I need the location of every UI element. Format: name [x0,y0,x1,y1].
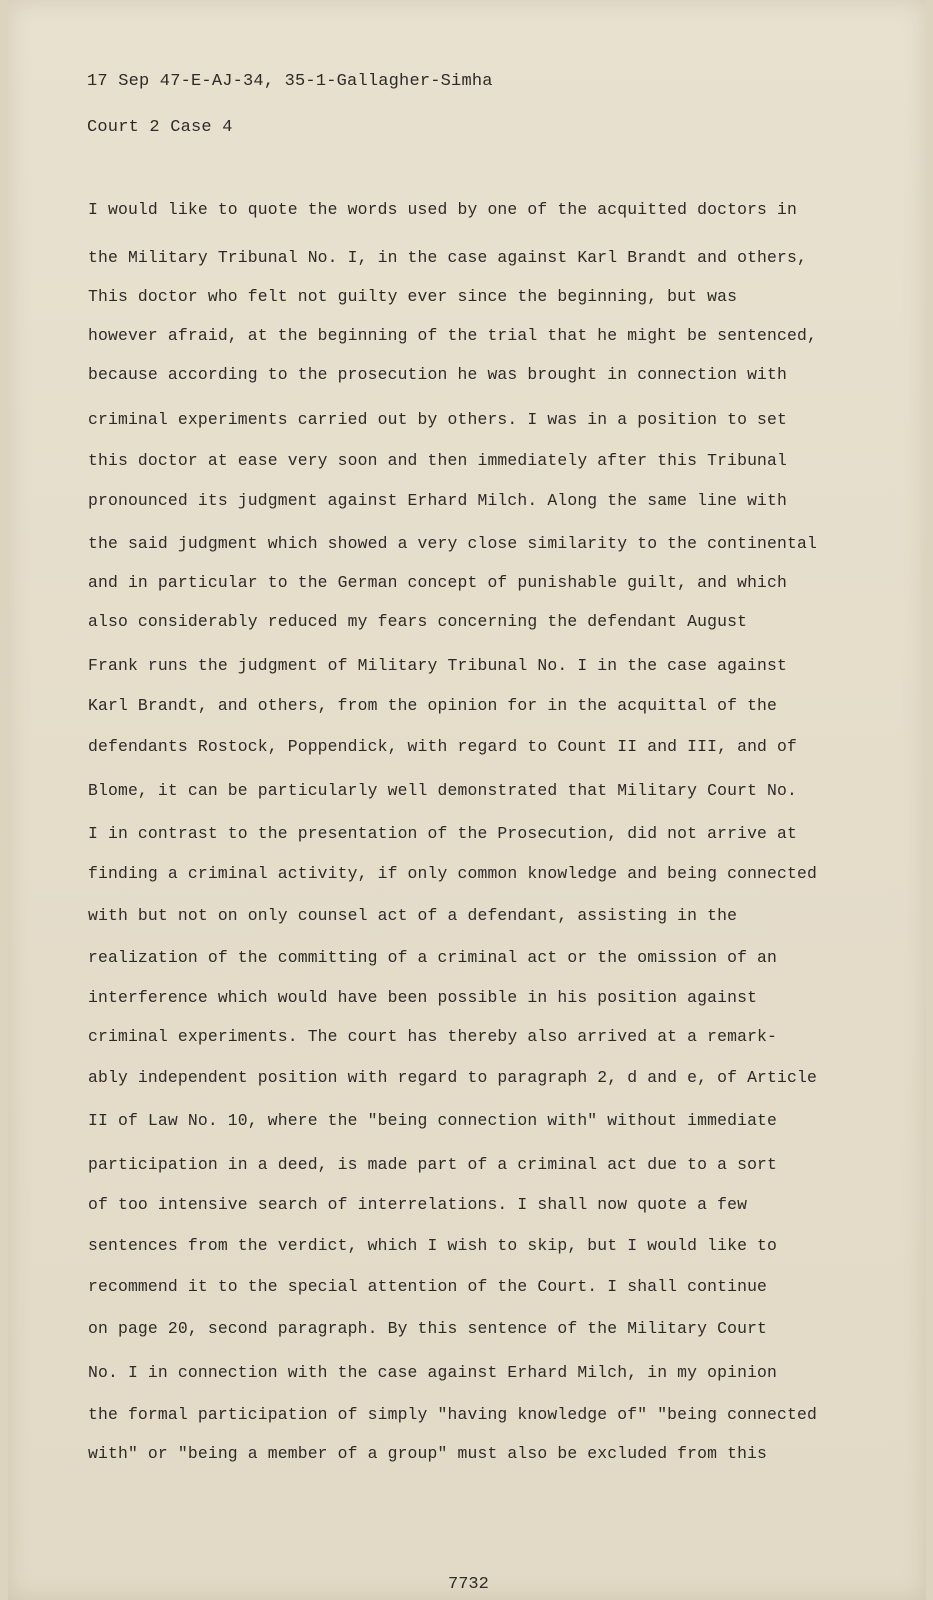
document-page [8,0,926,1600]
text-line: Blome, it can be particularly well demonstrated that Military Court No. [88,781,798,800]
text-line: this doctor at ease very soon and then immediately after this Tribunal [88,451,788,470]
text-line: finding a criminal activity, if only common knowledge and being connected [88,864,817,883]
text-line: however afraid, at the beginning of the trial that he might be sentenced, [88,326,817,345]
text-line: participation in a deed, is made part of a criminal act due to a sort [88,1155,778,1174]
text-line: ably independent position with regard to paragraph 2, d and e, of Article [88,1068,817,1087]
text-line: No. I in connection with the case against Erhard Milch, in my opinion [88,1363,778,1382]
text-line: defendants Rostock, Poppendick, with regard to Count II and III, and of [88,737,798,756]
text-line: sentences from the verdict, which I wish to skip, but I would like to [88,1236,778,1255]
text-line: also considerably reduced my fears concerning the defendant August [88,612,748,631]
page-number: 7732 [448,1575,489,1594]
text-line: and in particular to the German concept of punishable guilt, and which [88,573,788,592]
court-case-label: Court 2 Case 4 [87,118,233,137]
text-line: recommend it to the special attention of the Court. I shall continue [88,1277,768,1296]
text-line: the said judgment which showed a very close similarity to the continental [88,534,817,553]
text-line: because according to the prosecution he was brought in connection with [88,365,788,384]
document-reference: 17 Sep 47-E-AJ-34, 35-1-Gallagher-Simha [87,72,493,91]
text-line: the Military Tribunal No. I, in the case against Karl Brandt and others, [88,248,807,267]
text-line: pronounced its judgment against Erhard Milch. Along the same line with [88,491,788,510]
text-line: I would like to quote the words used by one of the acquitted doctors in [88,200,798,219]
text-line: criminal experiments. The court has thereby also arrived at a remark- [88,1027,778,1046]
text-line: the formal participation of simply "having knowledge of" "being connected [88,1405,817,1424]
text-line: Karl Brandt, and others, from the opinion for in the acquittal of the [88,696,778,715]
text-line: This doctor who felt not guilty ever since the beginning, but was [88,287,738,306]
text-line: II of Law No. 10, where the "being connection with" without immediate [88,1111,778,1130]
text-line: realization of the committing of a criminal act or the omission of an [88,948,778,967]
text-line: with" or "being a member of a group" must also be excluded from this [88,1444,768,1463]
text-line: criminal experiments carried out by others. I was in a position to set [88,410,788,429]
text-line: with but not on only counsel act of a defendant, assisting in the [88,906,738,925]
text-line: of too intensive search of interrelations. I shall now quote a few [88,1195,748,1214]
text-line: Frank runs the judgment of Military Tribunal No. I in the case against [88,656,788,675]
text-line: interference which would have been possible in his position against [88,988,758,1007]
text-line: I in contrast to the presentation of the Prosecution, did not arrive at [88,824,798,843]
text-line: on page 20, second paragraph. By this sentence of the Military Court [88,1319,768,1338]
